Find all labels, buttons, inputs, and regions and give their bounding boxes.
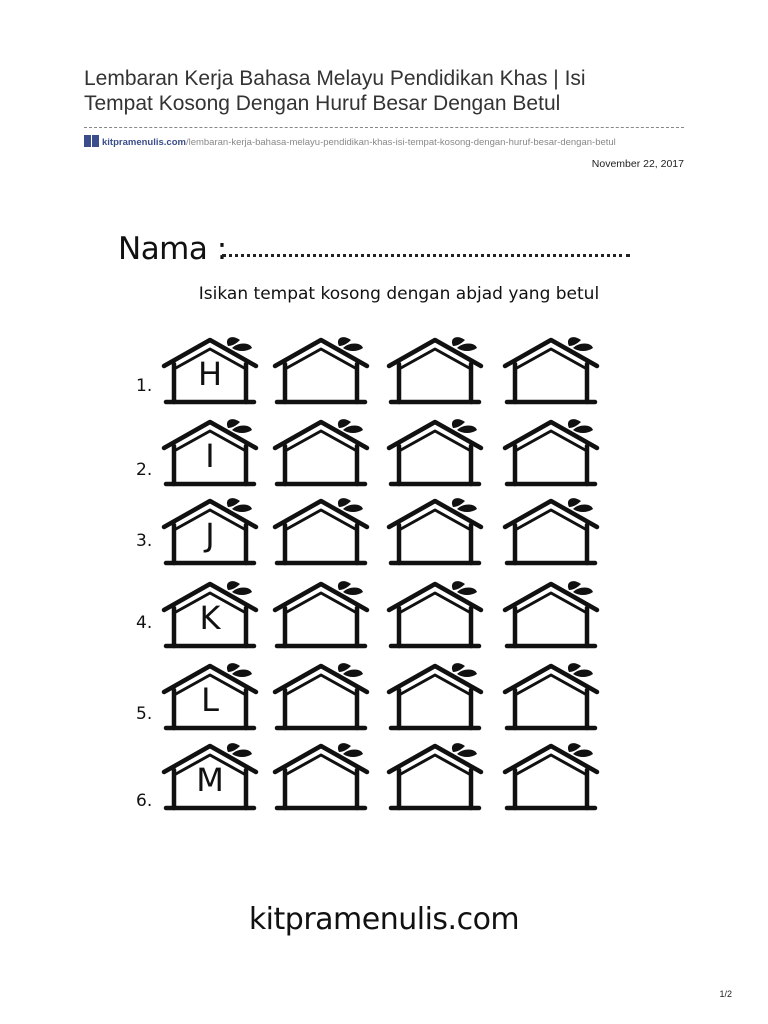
house-letter-box bbox=[160, 497, 260, 569]
row-number: 2. bbox=[136, 460, 153, 480]
house-blank-box[interactable] bbox=[271, 742, 371, 814]
page-title bbox=[84, 66, 704, 116]
house-blank-box[interactable] bbox=[271, 418, 371, 490]
row-number: 6. bbox=[136, 791, 153, 811]
worksheet-row bbox=[0, 662, 768, 737]
nama-label: Nama : bbox=[118, 231, 227, 267]
house-blank-box[interactable] bbox=[385, 418, 485, 490]
row-number: 4. bbox=[136, 613, 153, 633]
worksheet-row bbox=[0, 418, 768, 493]
house-blank-box[interactable] bbox=[501, 742, 601, 814]
house-blank-box[interactable] bbox=[271, 497, 371, 569]
row-number: 1. bbox=[136, 376, 153, 396]
house-letter-box bbox=[160, 662, 260, 734]
page-number: 1/2 bbox=[719, 989, 732, 999]
house-blank-box[interactable] bbox=[385, 662, 485, 734]
house-blank-box[interactable] bbox=[271, 580, 371, 652]
house-letter: K bbox=[199, 599, 221, 637]
house-blank-box[interactable] bbox=[385, 580, 485, 652]
house-blank-box[interactable] bbox=[501, 497, 601, 569]
url-path[interactable]: /lembaran-kerja-bahasa-melayu-pendidikan-khas-isi-tempat-kosong-dengan-huruf-besar-dengan-betul bbox=[185, 137, 616, 148]
worksheet-instruction: Isikan tempat kosong dengan abjad yang betul bbox=[198, 284, 600, 304]
house-letter-box bbox=[160, 580, 260, 652]
house-blank-box[interactable] bbox=[385, 336, 485, 408]
house-letter: M bbox=[196, 761, 224, 799]
house-blank-box[interactable] bbox=[501, 662, 601, 734]
title-line-1: Lembaran Kerja Bahasa Melayu Pendidikan Khas | Isi bbox=[84, 67, 586, 90]
house-letter: L bbox=[201, 681, 219, 719]
row-number: 5. bbox=[136, 704, 153, 724]
house-blank-box[interactable] bbox=[271, 336, 371, 408]
house-letter-box bbox=[160, 336, 260, 408]
footer-site-name: kitpramenulis.com bbox=[248, 902, 520, 937]
house-blank-box[interactable] bbox=[501, 336, 601, 408]
title-line-2: Tempat Kosong Dengan Huruf Besar Dengan Betul bbox=[84, 92, 561, 115]
house-letter-box bbox=[160, 742, 260, 814]
site-favicon-icon bbox=[84, 135, 100, 147]
source-url[interactable] bbox=[84, 135, 684, 149]
house-letter: H bbox=[197, 355, 223, 393]
house-blank-box[interactable] bbox=[385, 497, 485, 569]
worksheet-row bbox=[0, 336, 768, 411]
house-blank-box[interactable] bbox=[385, 742, 485, 814]
worksheet-row bbox=[0, 497, 768, 572]
house-blank-box[interactable] bbox=[501, 418, 601, 490]
row-number: 3. bbox=[136, 531, 153, 551]
nama-writing-line bbox=[222, 254, 630, 257]
house-letter: I bbox=[205, 437, 215, 475]
house-letter: J bbox=[205, 516, 215, 554]
worksheet-row bbox=[0, 742, 768, 817]
house-blank-box[interactable] bbox=[271, 662, 371, 734]
house-letter-box bbox=[160, 418, 260, 490]
publish-date: November 22, 2017 bbox=[591, 158, 684, 170]
url-domain[interactable]: kitpramenulis.com bbox=[102, 137, 186, 148]
dashed-divider bbox=[84, 127, 684, 128]
worksheet-row bbox=[0, 580, 768, 655]
house-blank-box[interactable] bbox=[501, 580, 601, 652]
